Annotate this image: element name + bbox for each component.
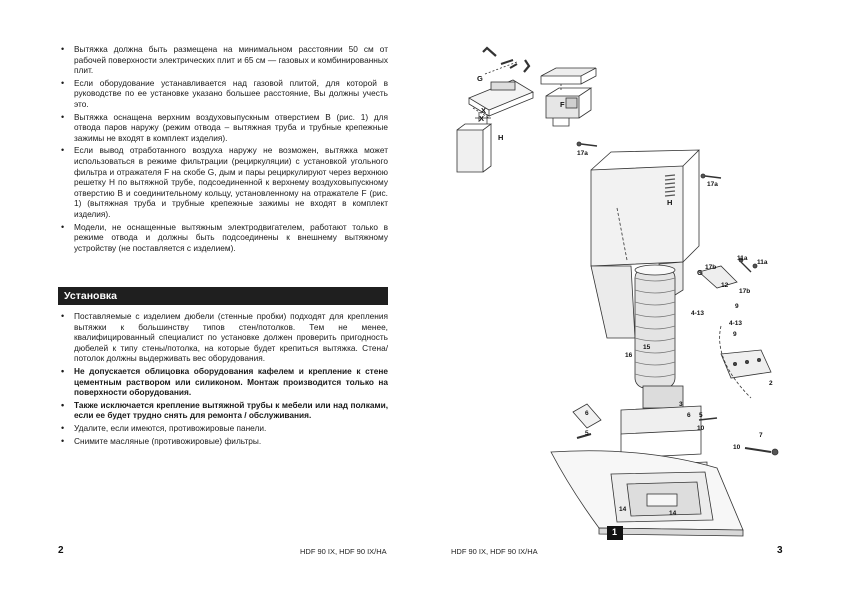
label-h-hood: H [667, 198, 673, 207]
footer-model-left: HDF 90 IX, HDF 90 IX/HA [300, 547, 387, 556]
diagram-callouts [421, 0, 842, 595]
footer-model-right: HDF 90 IX, HDF 90 IX/HA [451, 547, 538, 556]
label-3: 3 [679, 401, 683, 408]
bullet-item: • Вытяжка оснащена верхним воздуховыпускным отверстием B (рис. 1) для отвода паров наружу (режим отвода – вытяжная труба и трубные крепежные зажимы не входят в комплект изделия). [58, 112, 388, 144]
label-12: 12 [721, 282, 729, 289]
label-6: 6 [687, 412, 691, 419]
label-15: 15 [643, 344, 651, 351]
label-14: 14 [669, 510, 677, 517]
label-17b: 17b [739, 288, 751, 295]
label-2: 2 [769, 380, 773, 387]
label-9: 9 [735, 303, 739, 310]
label-4-13: 4-13 [729, 320, 743, 327]
label-10: 10 [697, 425, 705, 432]
label-11a: 11a [757, 259, 768, 266]
section-title-installation: Установка [58, 287, 388, 305]
bullet-item-warning: • Не допускается облицовка оборудования кафелем и крепление к стене цементным раствором или силиконом. Монтаж производится только на поверхности оборудования. [58, 366, 388, 398]
bullet-item: • Если вывод отработанного воздуха наружу не возможен, вытяжка может использоваться в режиме фильтрации (рециркуляции) с установкой угольного фильтра и отражателя F на скобе G, дым и пары рециркулируют через верхнюю решетку H по вытяжной трубе, подсоединенной к верхнему воздуховыпускному отверстию B и соединительному кольцу, установленному на отражателе F (рис. 1) (вытяжная труба и трубные крепежные зажимы не входят в комплект изделия). [58, 145, 388, 219]
label-17a: 17a [577, 150, 588, 157]
bullet-item: • Вытяжка должна быть размещена на минимальном расстоянии 50 см от рабочей поверхности электрических плит и 65 см — газовых и комбинированных плит. [58, 44, 388, 76]
label-11a: 11a [737, 255, 748, 262]
intro-bullet-list [58, 44, 388, 255]
label-9: 9 [733, 331, 737, 338]
label-x-mid: X [479, 114, 485, 123]
label-x: X [481, 106, 487, 115]
installation-bullet-list [58, 311, 388, 448]
label-4-13: 4-13 [691, 310, 705, 317]
bullet-item: • Модели, не оснащенные вытяжным электродвигателем, работают только в режиме отвода и должны быть подсоединены к внешнему вытяжному устройству (не поставляется с изделием). [58, 222, 388, 254]
bullet-item-warning: • Также исключается крепление вытяжной трубы к мебели или над полками, если ее будет трудно снять для ремонта / обслуживания. [58, 400, 388, 421]
label-17a: 17a [707, 181, 718, 188]
label-5: 5 [585, 430, 589, 437]
right-page [421, 0, 842, 595]
label-h: H [498, 133, 504, 142]
bullet-item: • Если оборудование устанавливается над газовой плитой, для которой в руководстве по ее установке указано большее расстояние, Вы должны учесть это. [58, 78, 388, 110]
label-g: G [697, 268, 703, 277]
bullet-item: • Удалите, если имеются, противожировые панели. [58, 423, 388, 434]
label-f: F [560, 100, 565, 109]
label-5: 5 [699, 412, 703, 419]
bullet-item: • Поставляемые с изделием дюбели (стенные пробки) подходят для крепления вытяжки к большинству типов стен/потолков. Тем не менее, квалифицированный специалист по установке должен проверить пригодность дюбелей к типу стены/потолка, на которые будет крепиться вытяжка. Стена/потолок должны выдерживать вес оборудования. [58, 311, 388, 364]
page-number-left: 2 [58, 545, 64, 556]
label-16: 16 [625, 352, 633, 359]
label-10: 10 [733, 444, 741, 451]
label-g: G [477, 74, 483, 83]
label-14: 14 [619, 506, 627, 513]
label-17b: 17b [705, 264, 717, 271]
label-7: 7 [759, 432, 763, 439]
label-6: 6 [585, 410, 589, 417]
figure-number: 1 [612, 527, 618, 537]
bullet-item: • Снимите масляные (противожировые) фильтры. [58, 436, 388, 447]
page-number-right: 3 [777, 545, 783, 556]
